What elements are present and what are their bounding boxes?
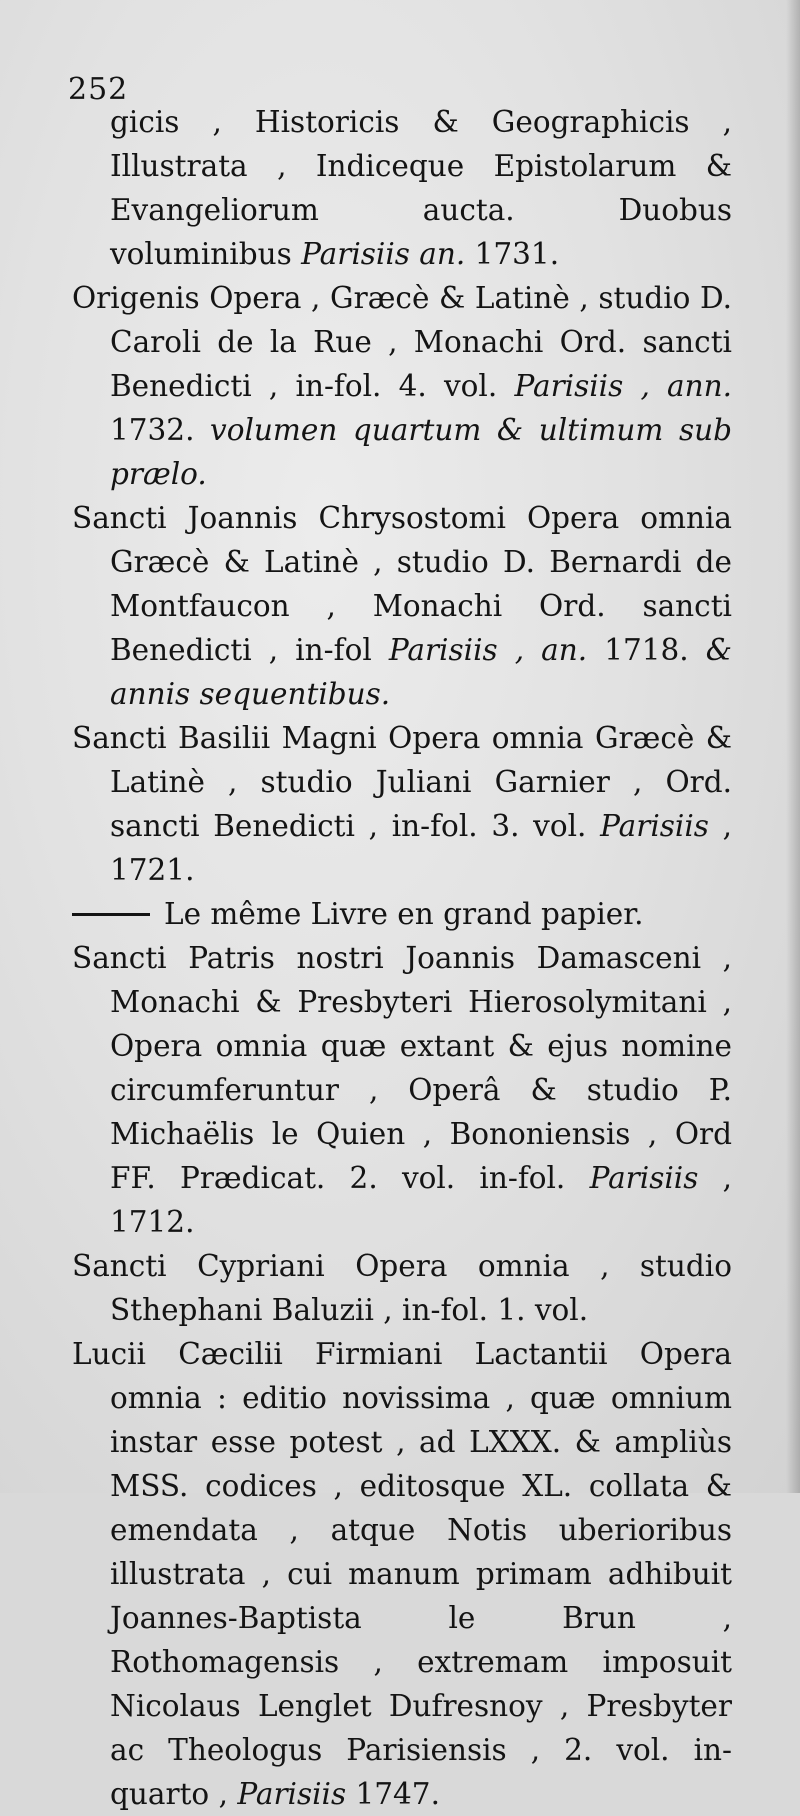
entry-text: Sancti Basilii Magni Opera omnia Græcè & Latinè , studio Juliani Garnier , Ord. sancti Benedicti , in-fol. 3. vol.	[72, 721, 732, 843]
entry-tail: 1747.	[346, 1777, 440, 1811]
entry-basil	[72, 716, 732, 892]
entry-damascene	[72, 936, 732, 1244]
entry-text: Sancti Joannis Chrysostomi Opera omnia Græcè & Latinè , studio D. Bernardi de Montfaucon , Monachi Ord. sancti Benedicti , in-fol	[72, 501, 732, 667]
page-edge-shadow	[786, 0, 800, 1493]
entry-italic-note: volumen quartum & ultimum sub prælo.	[110, 413, 732, 491]
entry-large-paper	[72, 892, 732, 936]
entry-text: Origenis Opera , Græcè & Latinè , studio D. Caroli de la Rue , Monachi Ord. sancti Benedicti , in-fol. 4. vol.	[72, 281, 732, 403]
entry-tail: , 1712.	[110, 1161, 732, 1239]
entry-text: Sancti Patris nostri Joannis Damasceni , Monachi & Presbyteri Hierosolymitani , Opera omnia quæ extant & ejus nomine circumferuntur , Operâ & studio P. Michaëlis le Quien , Bononiensis , Ord FF. Prædicat. 2. vol. in-fol.	[72, 941, 732, 1195]
entry-tail: 1732.	[110, 413, 211, 447]
entry-italic: Parisiis , ann.	[514, 369, 733, 403]
entry-italic-note: & annis sequentibus.	[110, 633, 732, 711]
entry-cyprian	[72, 1244, 732, 1332]
entry-italic: Parisiis	[237, 1777, 347, 1811]
entry-continuation	[72, 100, 732, 276]
ditto-rule	[72, 913, 150, 916]
entry-italic: Parisiis	[600, 809, 709, 843]
entry-chrysostom	[72, 496, 732, 716]
entry-tail: 1731.	[465, 237, 560, 271]
entry-text: Le même Livre en grand papier.	[164, 897, 644, 931]
entry-italic: Parisiis , an.	[388, 633, 588, 667]
catalogue-entries	[72, 100, 732, 1816]
entry-text: gicis , Historicis & Geographicis , Illustrata , Indiceque Epistolarum & Evangeliorum aucta. Duobus voluminibus	[110, 105, 732, 271]
entry-tail: , 1721.	[110, 809, 732, 887]
entry-lactantius	[72, 1332, 732, 1816]
entry-origen	[72, 276, 732, 496]
entry-text: Lucii Cæcilii Firmiani Lactantii Opera omnia : editio novissima , quæ omnium instar esse potest , ad LXXX. & ampliùs MSS. codices , editosque XL. collata & emendata , atque Notis uberioribus illustrata , cui manum primam adhibuit Joannes-Baptista le Brun , Rothomagensis , extremam imposuit Nicolaus Lenglet Dufresnoy , Presbyter ac Theologus Parisiensis , 2. vol. in-quarto ,	[72, 1337, 732, 1811]
entry-italic: Parisiis an.	[301, 237, 466, 271]
entry-text: Sancti Cypriani Opera omnia , studio Sthephani Baluzii , in-fol. 1. vol.	[72, 1249, 732, 1327]
entry-italic: Parisiis	[589, 1161, 699, 1195]
page-number: 252	[68, 72, 129, 107]
entry-tail: 1718.	[587, 633, 706, 667]
